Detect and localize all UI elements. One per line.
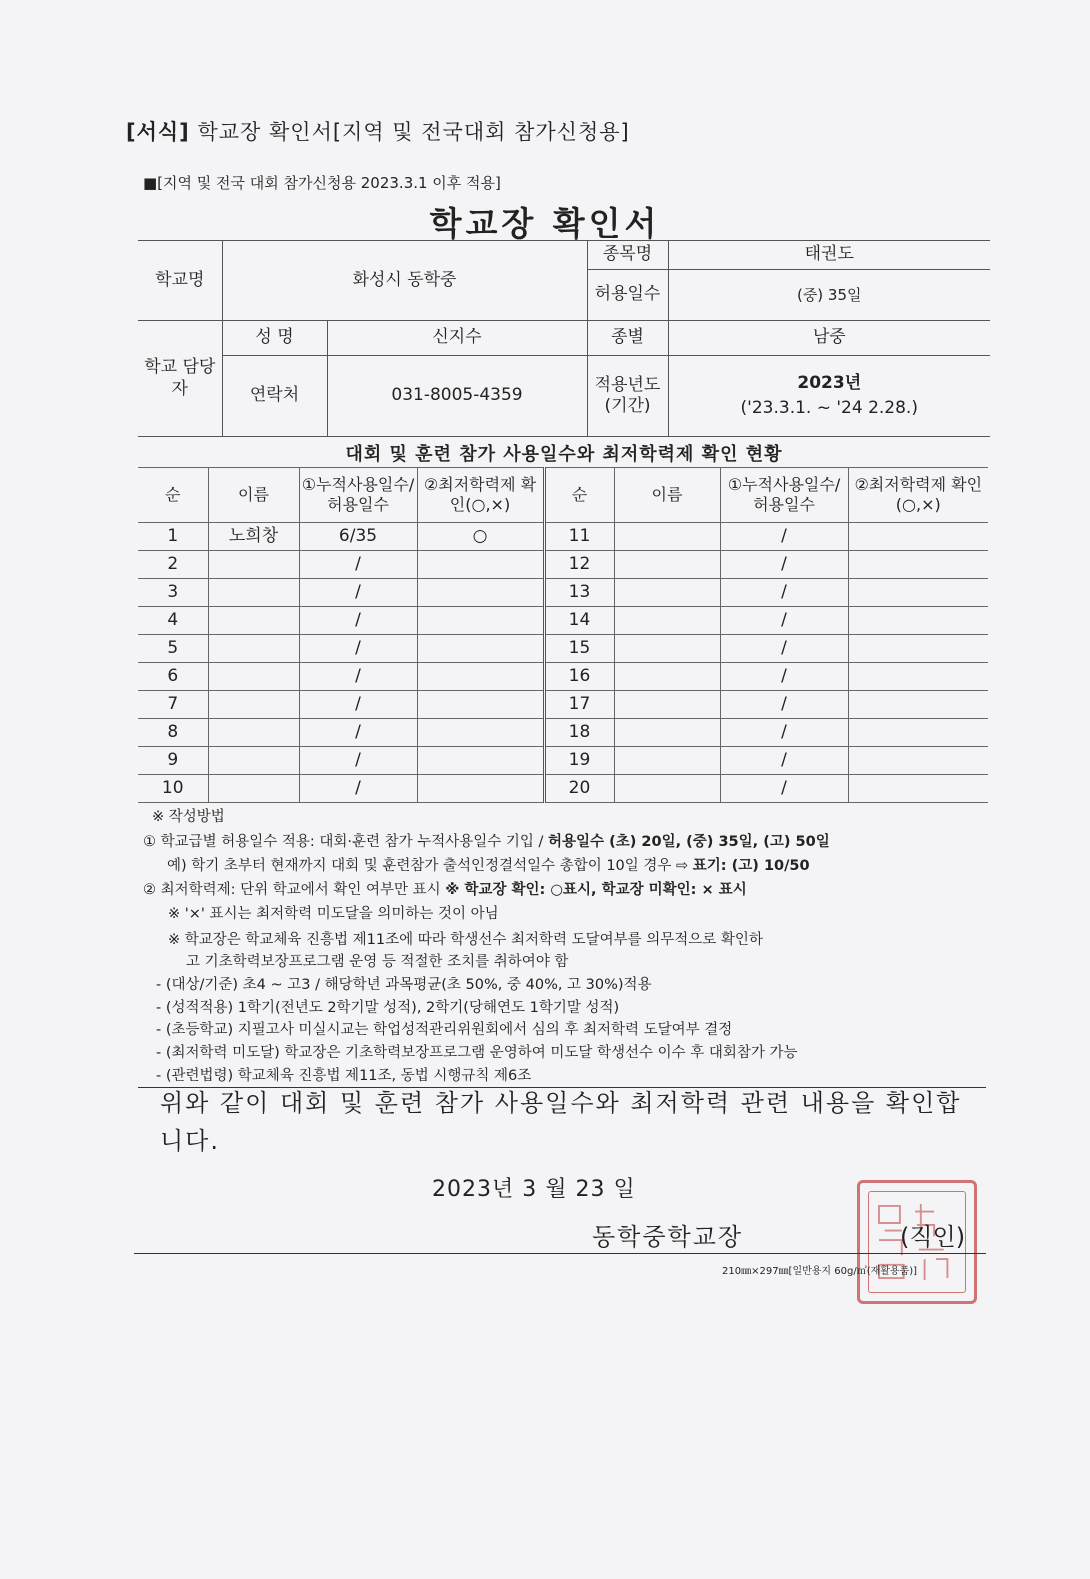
principal-title: 동학중학교장	[592, 1223, 744, 1251]
note-4a: ※ 학교장은 학교체육 진흥법 제11조에 따라 학생선수 최저학력 도달여부를 의무적으로 확인하	[168, 932, 763, 948]
cell-days: 6/35	[299, 523, 417, 551]
cell-days: /	[720, 607, 848, 635]
table-row	[138, 775, 988, 803]
form-bracket: [서식]	[126, 120, 190, 144]
usage-table	[138, 467, 988, 803]
allowed-days-value: (중) 35일	[668, 270, 990, 321]
sport-value: 태권도	[668, 241, 990, 270]
cell-no: 16	[544, 663, 614, 691]
cell-days: /	[720, 523, 848, 551]
note-2-text: ② 최저학력제: 단위 학교에서 확인 여부만 표시	[143, 882, 446, 898]
table-row	[138, 747, 988, 775]
cell-no: 3	[138, 579, 208, 607]
cell-days: /	[299, 579, 417, 607]
cell-days: /	[720, 663, 848, 691]
table-row	[138, 579, 988, 607]
sub-header: ■[지역 및 전국 대회 참가신청용 2023.3.1 이후 적용]	[143, 174, 501, 192]
cell-no: 6	[138, 663, 208, 691]
cell-days: /	[720, 551, 848, 579]
cell-no: 17	[544, 691, 614, 719]
note-3: ※ '×' 표시는 최저학력 미도달을 의미하는 것이 아님	[168, 906, 499, 922]
header-days: ①누적사용일수/허용일수	[299, 468, 417, 523]
cell-no: 20	[544, 775, 614, 803]
detail-1: - (대상/기준) 초4 ~ 고3 / 해당학년 과목평균(초 50%, 중 40%, 고 30%)적용	[156, 977, 652, 993]
cell-days: /	[720, 691, 848, 719]
cell-name	[208, 635, 299, 663]
cell-name	[614, 551, 720, 579]
cell-no: 12	[544, 551, 614, 579]
header-check: ②최저학력제 확인(○,×)	[848, 468, 988, 523]
cell-check	[848, 551, 988, 579]
cell-name	[614, 635, 720, 663]
cell-name	[208, 663, 299, 691]
cell-days: /	[720, 775, 848, 803]
cell-days: /	[720, 635, 848, 663]
cell-check	[417, 719, 544, 747]
allowed-days-label: 허용일수	[587, 270, 668, 321]
cell-no: 1	[138, 523, 208, 551]
header-check: ②최저학력제 확인(○,×)	[417, 468, 544, 523]
note-4b: 고 기초학력보장프로그램 운영 등 적절한 조치를 취하여야 함	[186, 954, 569, 970]
cell-check	[417, 775, 544, 803]
category-label: 종별	[587, 321, 668, 356]
cell-check	[848, 607, 988, 635]
signature-date: 2023년 3 월 23 일	[432, 1177, 636, 1202]
cell-name	[614, 523, 720, 551]
cell-check: ○	[417, 523, 544, 551]
cell-check	[417, 691, 544, 719]
info-table	[138, 240, 990, 437]
cell-name	[208, 747, 299, 775]
cell-no: 19	[544, 747, 614, 775]
cell-name	[208, 775, 299, 803]
contact-label: 연락처	[222, 356, 327, 437]
cell-check	[417, 747, 544, 775]
cell-days: /	[299, 775, 417, 803]
note-2	[143, 879, 747, 902]
cell-name	[208, 579, 299, 607]
school-name: 화성시 동학중	[222, 241, 587, 321]
cell-check	[848, 747, 988, 775]
cell-check	[417, 551, 544, 579]
note-2-bold: ※ 학교장 확인: ○표시, 학교장 미확인: × 표시	[445, 882, 747, 898]
cell-no: 15	[544, 635, 614, 663]
cell-check	[848, 663, 988, 691]
cell-days: /	[299, 607, 417, 635]
note-1-example-bold: 표기: (고) 10/50	[692, 858, 810, 874]
note-1-bold: 허용일수 (초) 20일, (중) 35일, (고) 50일	[548, 834, 830, 850]
detail-4: - (최저학력 미도달) 학교장은 기초학력보장프로그램 운영하여 미도달 학생선수 이수 후 대회참가 가능	[156, 1045, 798, 1061]
form-header	[126, 116, 630, 146]
cell-no: 13	[544, 579, 614, 607]
detail-2: - (성적적용) 1학기(전년도 2학기말 성적), 2학기(당해연도 1학기말 성적)	[156, 1000, 620, 1016]
sport-label: 종목명	[587, 241, 668, 270]
cell-check	[417, 579, 544, 607]
note-1	[143, 831, 830, 854]
cell-no: 9	[138, 747, 208, 775]
cell-name	[208, 691, 299, 719]
cell-no: 10	[138, 775, 208, 803]
header-name: 이름	[208, 468, 299, 523]
cell-name	[208, 719, 299, 747]
cell-no: 14	[544, 607, 614, 635]
cell-days: /	[299, 663, 417, 691]
cell-check	[848, 719, 988, 747]
cell-name	[208, 607, 299, 635]
cell-check	[417, 607, 544, 635]
name-value: 신지수	[327, 321, 587, 356]
cell-check	[848, 691, 988, 719]
cell-name	[614, 719, 720, 747]
table-row	[138, 663, 988, 691]
form-title: 학교장 확인서[지역 및 전국대회 참가신청용]	[197, 120, 630, 144]
cell-check	[848, 775, 988, 803]
cell-days: /	[720, 747, 848, 775]
manager-label: 학교 담당자	[138, 321, 222, 437]
notes-heading: ※ 작성방법	[152, 809, 225, 825]
header-no: 순	[544, 468, 614, 523]
cell-check	[848, 523, 988, 551]
cell-days: /	[720, 579, 848, 607]
cell-name	[614, 579, 720, 607]
cell-no: 2	[138, 551, 208, 579]
cell-no: 4	[138, 607, 208, 635]
table-row	[138, 607, 988, 635]
note-1-example-text: 예) 학기 초부터 현재까지 대회 및 훈련참가 출석인정결석일수 총합이 10일 경우 ⇨	[167, 858, 693, 874]
cell-check	[848, 579, 988, 607]
seal-label: (직인)	[900, 1223, 966, 1251]
table-row	[138, 551, 988, 579]
cell-name	[614, 747, 720, 775]
header-name: 이름	[614, 468, 720, 523]
name-label: 성 명	[222, 321, 327, 356]
bottom-rule	[134, 1253, 986, 1254]
school-label: 학교명	[138, 241, 222, 321]
cell-check	[417, 635, 544, 663]
cell-no: 7	[138, 691, 208, 719]
table-row	[138, 691, 988, 719]
detail-5: - (관련법령) 학교체육 진흥법 제11조, 동법 시행규칙 제6조	[156, 1068, 532, 1084]
contact-value: 031-8005-4359	[327, 356, 587, 437]
cell-check	[417, 663, 544, 691]
year-cell	[668, 356, 990, 437]
cell-no: 5	[138, 635, 208, 663]
year-value: 2023년	[797, 372, 862, 393]
table-row	[138, 635, 988, 663]
cell-days: /	[299, 719, 417, 747]
cell-name	[614, 607, 720, 635]
note-1-text: ① 학교급별 허용일수 적용: 대회·훈련 참가 누적사용일수 기입 /	[143, 834, 549, 850]
document-title: 학교장 확인서	[429, 204, 661, 243]
cell-name	[614, 691, 720, 719]
header-days: ①누적사용일수/허용일수	[720, 468, 848, 523]
table-row	[138, 523, 988, 551]
cell-no: 18	[544, 719, 614, 747]
cell-name	[208, 551, 299, 579]
detail-3: - (초등학교) 지필고사 미실시교는 학업성적관리위원회에서 심의 후 최저학력 도달여부 결정	[156, 1022, 733, 1038]
period-value: ('23.3.1. ~ '24 2.28.)	[740, 398, 918, 418]
table-row	[138, 719, 988, 747]
cell-name	[614, 663, 720, 691]
confirmation-text: 위와 같이 대회 및 훈련 참가 사용일수와 최저학력 관련 내용을 확인합니다.	[160, 1089, 962, 1155]
cell-no: 11	[544, 523, 614, 551]
header-no: 순	[138, 468, 208, 523]
paper-spec: 210㎜×297㎜[일반용지 60g/㎡(재활용품)]	[722, 1266, 918, 1277]
section-title: 대회 및 훈련 참가 사용일수와 최저학력제 확인 현황	[345, 444, 783, 465]
cell-check	[848, 635, 988, 663]
cell-days: /	[299, 635, 417, 663]
cell-days: /	[720, 719, 848, 747]
cell-days: /	[299, 747, 417, 775]
year-label: 적용년도 (기간)	[587, 356, 668, 437]
cell-days: /	[299, 551, 417, 579]
category-value: 남중	[668, 321, 990, 356]
cell-days: /	[299, 691, 417, 719]
cell-name: 노희창	[208, 523, 299, 551]
cell-name	[614, 775, 720, 803]
note-1-example	[167, 855, 810, 878]
cell-no: 8	[138, 719, 208, 747]
